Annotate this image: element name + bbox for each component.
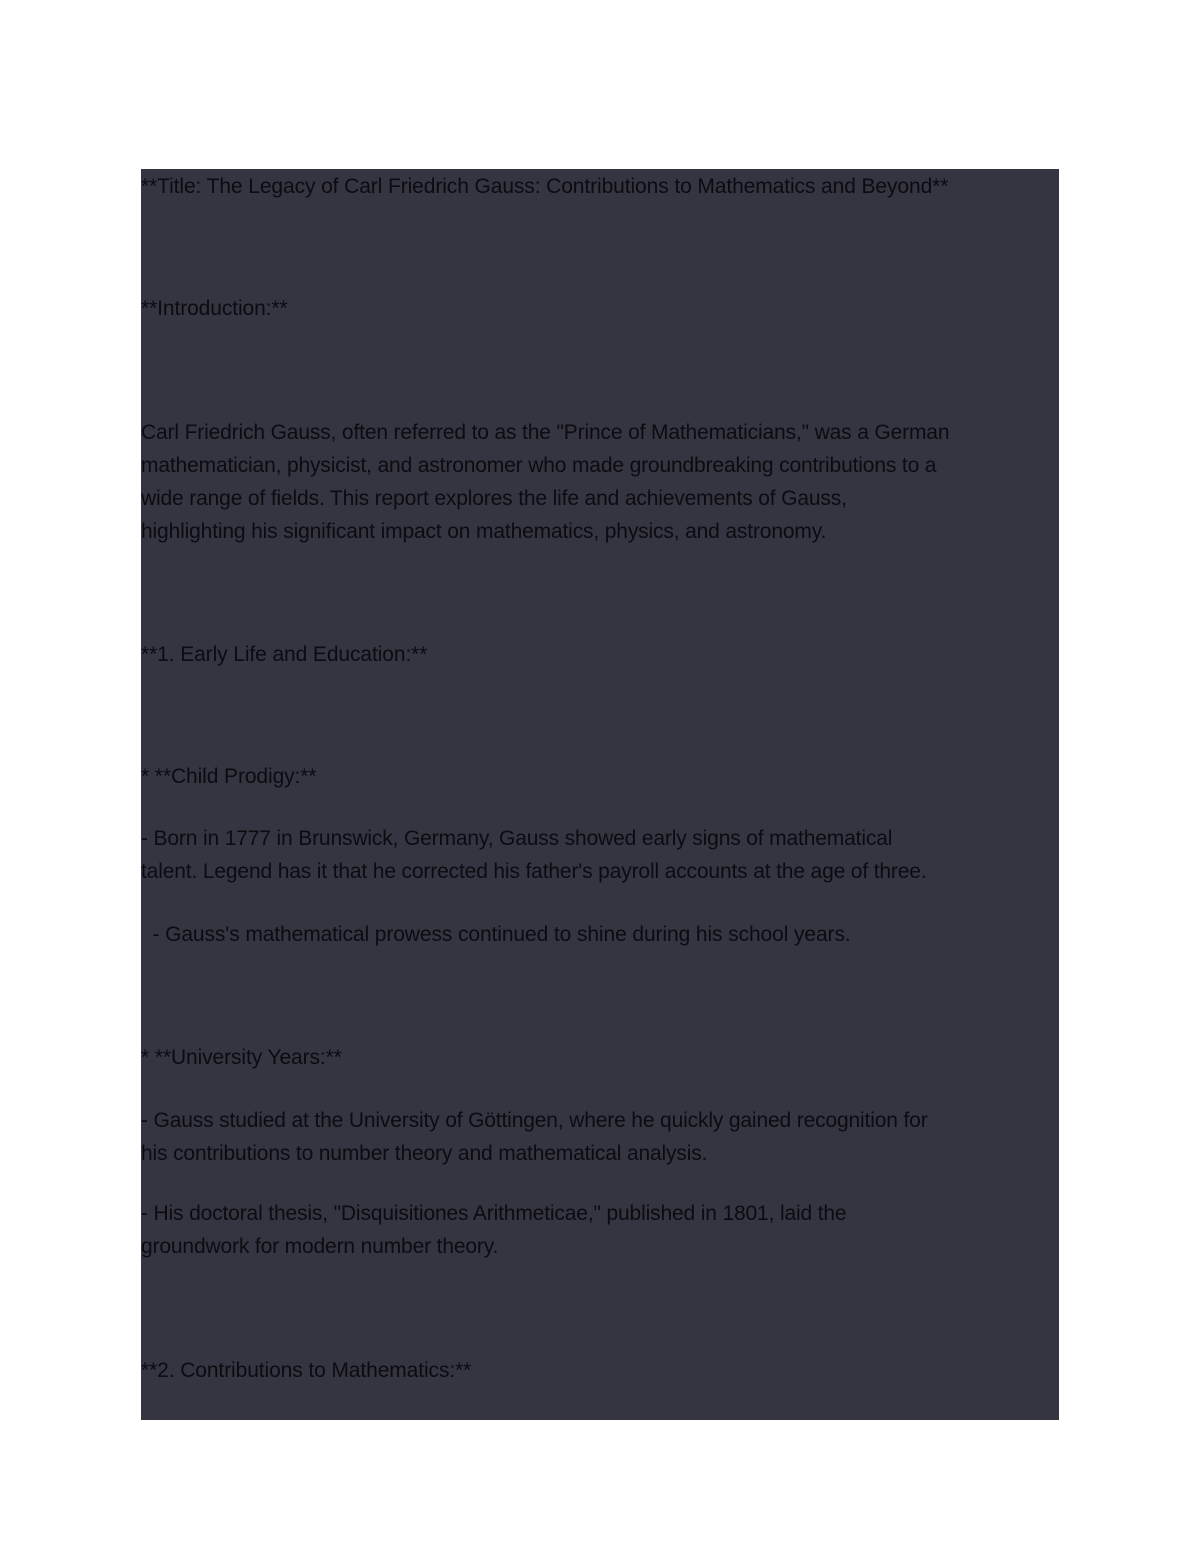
subheading-child-prodigy: * **Child Prodigy:**: [141, 765, 317, 788]
section-heading-early-life: **1. Early Life and Education:**: [141, 643, 428, 666]
introduction-heading: **Introduction:**: [141, 297, 288, 320]
bullet-university-2: - His doctoral thesis, "Disquisitiones Arithmeticae," published in 1801, laid the groundwork for modern number theory.: [141, 1202, 847, 1258]
document-content-block: [141, 169, 1059, 1420]
bullet-child-prodigy-2: - Gauss's mathematical prowess continued to shine during his school years.: [141, 923, 851, 946]
document-title: **Title: The Legacy of Carl Friedrich Gauss: Contributions to Mathematics and Beyond**: [141, 175, 949, 198]
subheading-university-years: * **University Years:**: [141, 1046, 342, 1069]
bullet-child-prodigy-1: - Born in 1777 in Brunswick, Germany, Gauss showed early signs of mathematical talent. Legend has it that he corrected his father's payroll accounts at the age of three.: [141, 827, 927, 883]
bullet-university-1: - Gauss studied at the University of Göttingen, where he quickly gained recognition for his contributions to number theory and mathematical analysis.: [141, 1109, 928, 1165]
introduction-paragraph: Carl Friedrich Gauss, often referred to as the "Prince of Mathematicians," was a German mathematician, physicist, and astronomer who made groundbreaking contributions to a wide range of fields. This report explores the life and achievements of Gauss, highlighting his significant impact on mathematics, physics, and astronomy.: [141, 421, 950, 543]
section-heading-contributions: **2. Contributions to Mathematics:**: [141, 1359, 472, 1382]
